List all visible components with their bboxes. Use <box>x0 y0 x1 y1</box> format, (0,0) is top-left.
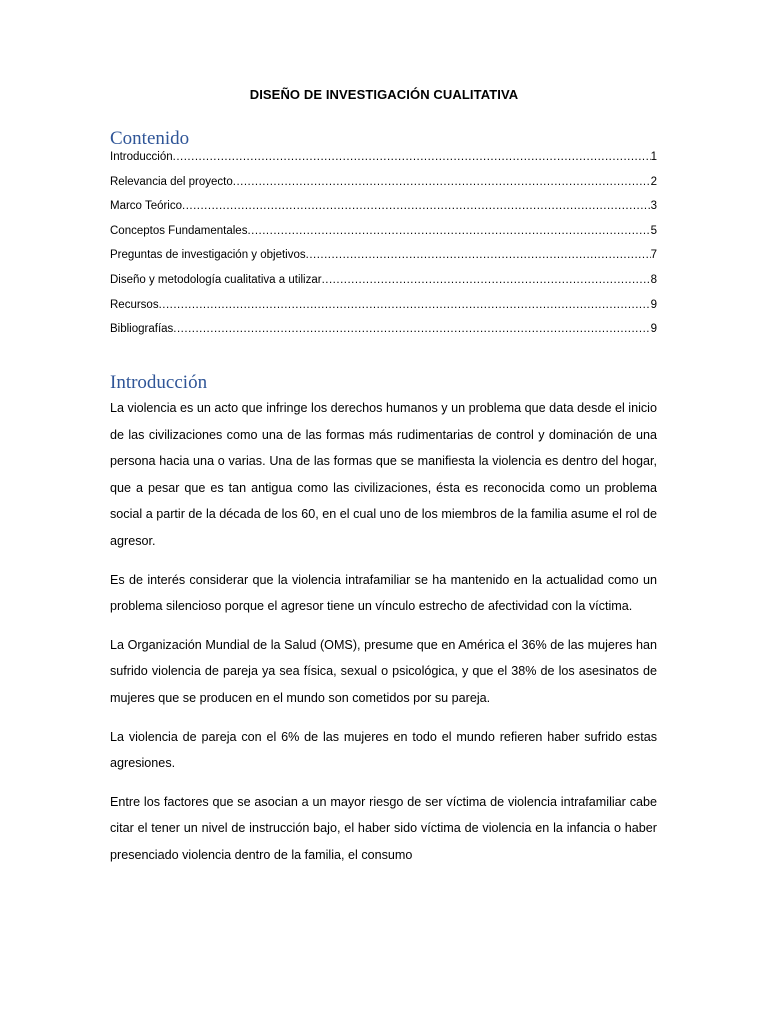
toc-dot-leader <box>173 323 650 335</box>
toc-entry-title: Preguntas de investigación y objetivos <box>110 249 306 262</box>
toc-entry-title: Recursos <box>110 298 159 311</box>
toc-dot-leader <box>173 151 651 163</box>
toc-dot-leader <box>306 249 651 261</box>
body-paragraph: La violencia de pareja con el 6% de las mujeres en todo el mundo refieren haber sufrido estas agresiones. <box>110 729 657 771</box>
toc-entry-conceptos[interactable] <box>110 225 657 250</box>
toc-entry-page: 9 <box>650 298 657 311</box>
toc-entry-title: Marco Teórico <box>110 200 183 213</box>
section-heading-introduccion: Introducción <box>110 372 208 393</box>
table-of-contents <box>110 151 657 348</box>
section-body <box>110 395 657 881</box>
toc-entry-recursos[interactable] <box>110 299 657 324</box>
toc-entry-page: 7 <box>650 249 657 262</box>
toc-heading: Contenido <box>110 128 190 149</box>
document-title: DISEÑO DE INVESTIGACIÓN CUALITATIVA <box>249 87 519 102</box>
body-paragraph: Entre los factores que se asocian a un mayor riesgo de ser víctima de violencia intrafamiliar cabe citar el tener un nivel de instrucción bajo, el haber sido víctima de violencia en la infancia o haber presenciado violencia dentro de la familia, el consumo <box>110 794 657 862</box>
toc-dot-leader <box>322 274 651 286</box>
toc-entry-relevancia[interactable] <box>110 176 657 201</box>
toc-dot-leader <box>182 200 651 212</box>
toc-entry-preguntas[interactable] <box>110 249 657 274</box>
toc-dot-leader <box>159 299 651 311</box>
toc-dot-leader <box>247 225 650 237</box>
body-paragraph: La Organización Mundial de la Salud (OMS), presume que en América el 36% de las mujeres han sufrido violencia de pareja ya sea física, sexual o psicológica, y que el 38% de los asesinatos de mujeres que se producen en el mundo son cometidos por su pareja. <box>110 637 657 705</box>
toc-entry-page: 8 <box>650 273 657 286</box>
body-paragraph: Es de interés considerar que la violencia intrafamiliar se ha mantenido en la actualidad como un problema silencioso porque el agresor tiene un vínculo estrecho de afectividad con la víctima. <box>110 572 657 614</box>
toc-entry-title: Diseño y metodología cualitativa a utilizar <box>110 273 322 286</box>
toc-entry-bibliografias[interactable] <box>110 323 657 348</box>
toc-entry-page: 5 <box>650 224 657 237</box>
toc-entry-title: Conceptos Fundamentales <box>110 224 248 237</box>
toc-entry-title: Bibliografías <box>110 323 174 336</box>
body-paragraph: La violencia es un acto que infringe los derechos humanos y un problema que data desde el inicio de las civilizaciones como una de las formas más rudimentarias de control y dominación de una persona hacia una o varias. Una de las formas que se manifiesta la violencia es dentro del hogar, que a pesar que es tan antigua como las civilizaciones, ésta es reconocida como un problema social a partir de la década de los 60, en el cual uno de los miembros de la familia asume el rol de agresor. <box>110 401 657 548</box>
toc-entry-title: Introducción <box>110 151 173 163</box>
toc-entry-diseno[interactable] <box>110 274 657 299</box>
toc-dot-leader <box>233 176 651 188</box>
toc-entry-introduccion[interactable] <box>110 151 657 176</box>
toc-entry-page: 2 <box>650 175 657 188</box>
toc-entry-page: 1 <box>650 151 657 163</box>
toc-entry-marco-teorico[interactable] <box>110 200 657 225</box>
toc-entry-title: Relevancia del proyecto <box>110 175 233 188</box>
toc-entry-page: 9 <box>650 323 657 336</box>
toc-entry-page: 3 <box>650 200 657 213</box>
